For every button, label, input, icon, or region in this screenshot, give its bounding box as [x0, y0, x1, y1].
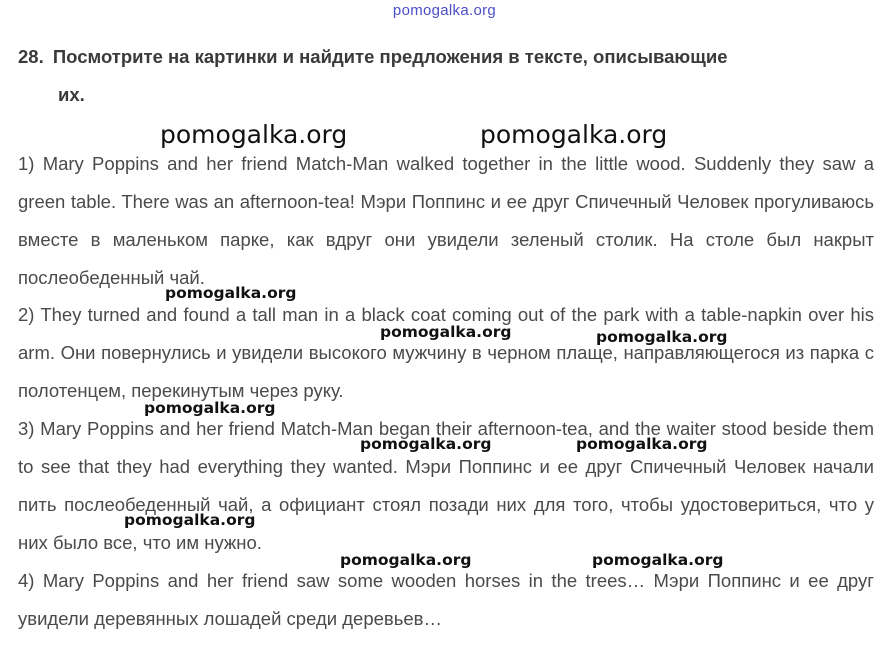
- watermark: pomogalka.org: [596, 328, 728, 346]
- watermark: pomogalka.org: [480, 120, 668, 149]
- paragraph-2: 2) They turned and found a tall man in a black coat coming out of the park with a table-napkin over his arm. Они повернулись и увидели высокого мужчину в черном плаще, направляющегося из парка с полотенцем, перекинутым через руку.: [18, 304, 874, 401]
- paragraph-1: 1) Mary Poppins and her friend Match-Man walked together in the little wood. Suddenly they saw a green table. There was an afternoon-tea! Мэри Поппинс и ее друг Спичечный Человек прогуливаюсь вместе в маленьком парке, как вдруг они увидели зеленый столик. На столе был накрыт послеобеденный чай.: [18, 153, 874, 288]
- paragraph-3: 3) Mary Poppins and her friend Match-Man began their afternoon-tea, and the waiter stood beside them to see that they had everything they wanted. Мэри Поппинс и ее друг Спичечный Человек начали пить послеобеденный чай, а официант стоял позади них для того, чтобы удостовериться, что у них было все, что им нужно.: [18, 418, 874, 553]
- exercise-heading: [18, 38, 868, 114]
- exercise-instruction-continuation: их.: [58, 84, 85, 105]
- exercise-instruction: Посмотрите на картинки и найдите предложения в тексте, описывающие: [52, 46, 728, 67]
- watermark: pomogalka.org: [124, 511, 256, 529]
- watermark: pomogalka.org: [576, 435, 708, 453]
- watermark: pomogalka.org: [340, 551, 472, 569]
- paragraph-4: 4) Mary Poppins and her friend saw some wooden horses in the trees… Мэри Поппинс и ее друг увидели деревянных лошадей среди деревьев…: [18, 570, 874, 629]
- watermark: pomogalka.org: [592, 551, 724, 569]
- watermark: pomogalka.org: [360, 435, 492, 453]
- watermark: pomogalka.org: [380, 323, 512, 341]
- site-logo-text[interactable]: pomogalka.org: [392, 2, 497, 19]
- watermark: pomogalka.org: [165, 284, 297, 302]
- exercise-number: 28.: [18, 46, 44, 67]
- watermark: pomogalka.org: [160, 120, 348, 149]
- watermark: pomogalka.org: [144, 399, 276, 417]
